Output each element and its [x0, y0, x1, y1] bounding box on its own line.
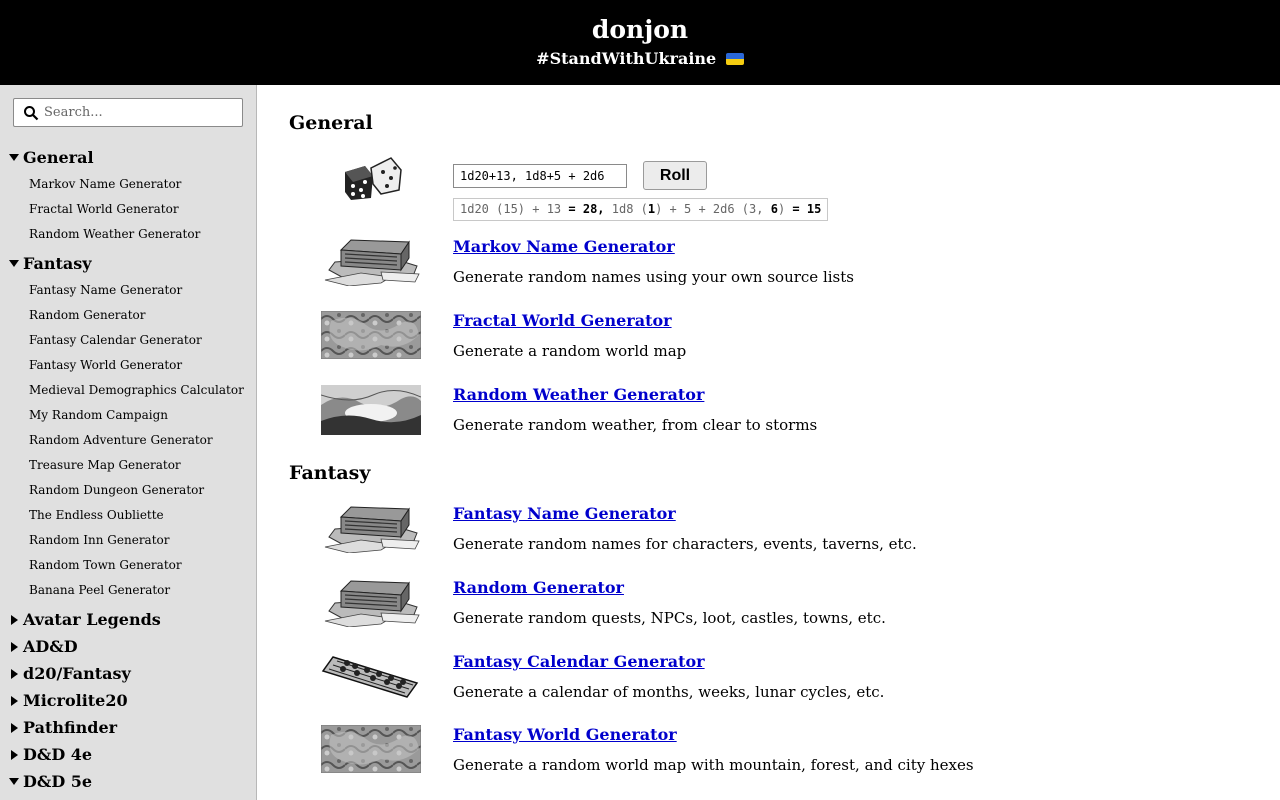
sidebar-item[interactable]: Fantasy Calendar Generator [29, 333, 202, 347]
sidebar-category-pathfinder[interactable] [0, 715, 256, 742]
list-item [289, 651, 1249, 721]
book-icon[interactable] [321, 503, 421, 553]
sidebar-category-dnd-4e[interactable] [0, 742, 256, 769]
sidebar-category-add[interactable] [0, 634, 256, 661]
dice-result: 1d20 (15) + 13 = 28, 1d8 (1) + 5 + 2d6 (3, 6) = 15 [453, 198, 828, 221]
item-description: Generate random names for characters, events, taverns, etc. [453, 535, 917, 553]
sidebar-item[interactable]: Random Dungeon Generator [29, 483, 205, 497]
sidebar-item[interactable]: Fractal World Generator [29, 202, 179, 216]
item-link[interactable]: Fantasy World Generator [453, 725, 677, 744]
sidebar-category-general[interactable] [0, 145, 256, 172]
sidebar-item[interactable]: Banana Peel Generator [29, 583, 171, 597]
sidebar-item[interactable]: Medieval Demographics Calculator [29, 383, 244, 397]
list-item [289, 503, 1249, 573]
tagline[interactable] [0, 48, 1280, 70]
caret-right-icon [11, 669, 18, 679]
item-link[interactable]: Random Weather Generator [453, 385, 705, 404]
sidebar-item[interactable]: My Random Campaign [29, 408, 168, 422]
caret-right-icon [11, 642, 18, 652]
site-header [0, 0, 1280, 85]
caret-down-icon [9, 778, 19, 785]
caret-right-icon [11, 750, 18, 760]
list-item [289, 724, 1249, 794]
sidebar-category-avatar-legends[interactable] [0, 607, 256, 634]
sidebar-nav [0, 145, 256, 796]
sidebar [0, 85, 257, 800]
caret-down-icon [9, 154, 19, 161]
list-item [289, 310, 1249, 380]
list-item [289, 236, 1249, 306]
sidebar-category-label: d20/Fantasy [23, 664, 131, 683]
sidebar-category-label: Avatar Legends [23, 610, 161, 629]
list-item [289, 577, 1249, 647]
item-link[interactable]: Random Generator [453, 578, 624, 597]
item-description: Generate a calendar of months, weeks, lunar cycles, etc. [453, 683, 885, 701]
sidebar-item[interactable]: The Endless Oubliette [29, 508, 164, 522]
sidebar-category-label: General [23, 148, 94, 167]
abacus-icon[interactable] [321, 649, 421, 699]
sidebar-item[interactable]: Fantasy Name Generator [29, 283, 183, 297]
sidebar-category-label: Microlite20 [23, 691, 128, 710]
sidebar-item[interactable]: Random Inn Generator [29, 533, 170, 547]
caret-down-icon [9, 260, 19, 267]
search-box[interactable] [13, 98, 243, 127]
sidebar-item[interactable]: Random Weather Generator [29, 227, 201, 241]
sidebar-category-label: Pathfinder [23, 718, 118, 737]
tagline-text: #StandWithUkraine [536, 49, 717, 68]
item-description: Generate random weather, from clear to storms [453, 416, 818, 434]
roll-button[interactable]: Roll [643, 161, 707, 190]
sidebar-item[interactable]: Fantasy World Generator [29, 358, 183, 372]
sidebar-category-label: D&D 4e [23, 745, 93, 764]
search-input[interactable] [44, 101, 239, 124]
section-title-general: General [289, 112, 373, 134]
book-icon[interactable] [321, 577, 421, 627]
sidebar-item[interactable]: Treasure Map Generator [29, 458, 181, 472]
item-description: Generate random names using your own source lists [453, 268, 854, 286]
sidebar-item[interactable]: Random Adventure Generator [29, 433, 213, 447]
item-link[interactable]: Fantasy Name Generator [453, 504, 676, 523]
dice-expression-input[interactable] [453, 164, 627, 188]
list-item [289, 384, 1249, 454]
caret-right-icon [11, 696, 18, 706]
sidebar-category-d20-fantasy[interactable] [0, 661, 256, 688]
sidebar-category-label: D&D 5e [23, 772, 93, 791]
sidebar-category-label: Fantasy [23, 254, 92, 273]
map-icon[interactable] [321, 311, 421, 359]
dice-icon [341, 154, 405, 202]
item-link[interactable]: Fractal World Generator [453, 311, 672, 330]
site-title[interactable]: donjon [591, 15, 689, 44]
book-icon[interactable] [321, 236, 421, 286]
item-link[interactable]: Markov Name Generator [453, 237, 675, 256]
item-description: Generate a random world map [453, 342, 687, 360]
sidebar-category-label: AD&D [23, 637, 78, 656]
sidebar-category-dnd-5e[interactable] [0, 769, 256, 796]
sidebar-category-fantasy[interactable] [0, 251, 256, 278]
clouds-icon[interactable] [321, 385, 421, 435]
search-icon [23, 105, 39, 121]
item-description: Generate a random world map with mountain, forest, and city hexes [453, 756, 974, 774]
sidebar-item[interactable]: Markov Name Generator [29, 177, 182, 191]
book-icon[interactable] [321, 796, 421, 800]
sidebar-category-microlite20[interactable] [0, 688, 256, 715]
item-description: Generate random quests, NPCs, loot, castles, towns, etc. [453, 609, 886, 627]
sidebar-item[interactable]: Random Town Generator [29, 558, 182, 572]
sidebar-item[interactable]: Random Generator [29, 308, 146, 322]
section-title-fantasy: Fantasy [289, 462, 371, 484]
map-icon[interactable] [321, 725, 421, 773]
item-link[interactable]: Fantasy Calendar Generator [453, 652, 705, 671]
caret-right-icon [11, 723, 18, 733]
ukraine-flag-icon [726, 53, 744, 65]
caret-right-icon [11, 615, 18, 625]
